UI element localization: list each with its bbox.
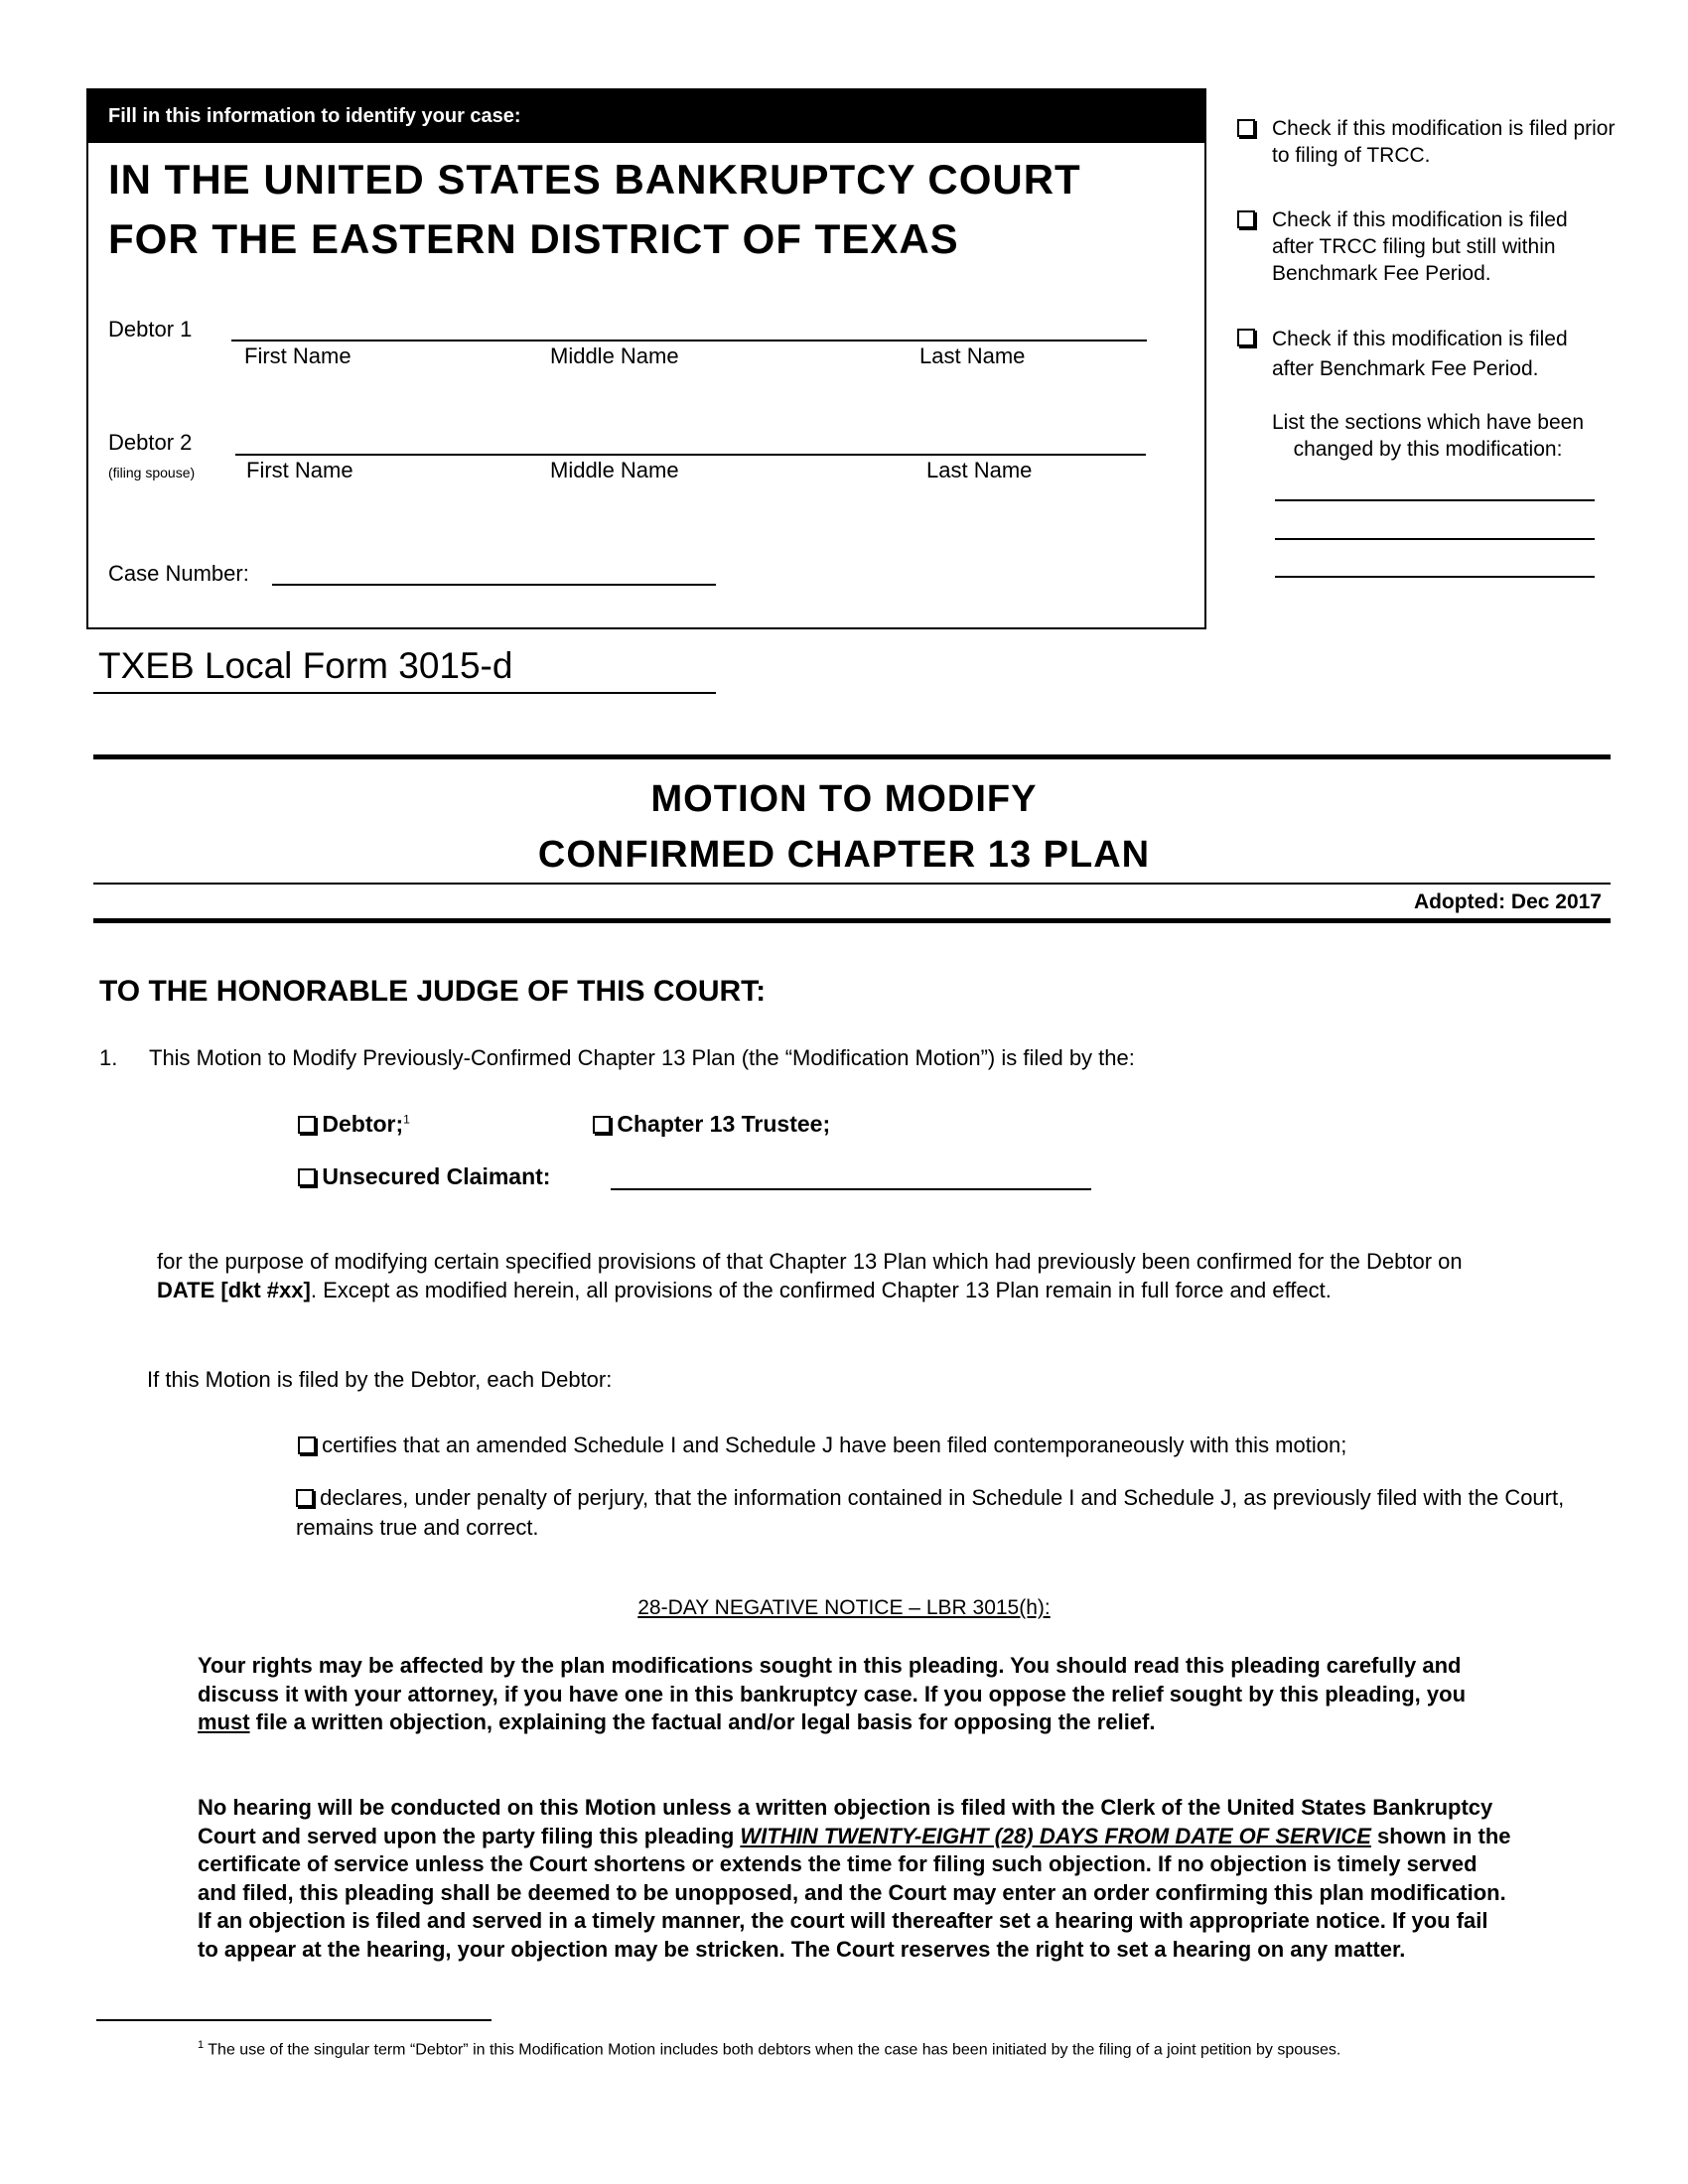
purpose-part2: . Except as modified herein, all provisions of the confirmed Chapter 13 Plan remain in full force and effect. bbox=[310, 1278, 1332, 1302]
case-box-header: Fill in this information to identify your case: bbox=[88, 90, 1204, 143]
court-name-line2: FOR THE EASTERN DISTRICT OF TEXAS bbox=[108, 215, 959, 262]
notice-p1-part1: Your rights may be affected by the plan modifications sought in this pleading. You should read this pleading carefully and discuss it with your attorney, if you have one in this bankruptcy case. If you oppose the relief sought by this pleading, you bbox=[198, 1653, 1467, 1706]
adopted-rule bbox=[93, 918, 1611, 923]
check-after-benchmark-label: Check if this modification is filed after Benchmark Fee Period. bbox=[1272, 328, 1568, 380]
checkbox-after-benchmark[interactable] bbox=[1237, 329, 1255, 346]
debtor2-first-name-label: First Name bbox=[246, 458, 353, 482]
sections-line-1[interactable] bbox=[1275, 499, 1595, 501]
debtor2-middle-name-label: Middle Name bbox=[550, 458, 679, 482]
notice-p1-part2: file a written objection, explaining the factual and/or legal basis for opposing the relief. bbox=[249, 1709, 1156, 1734]
checkbox-within-benchmark[interactable] bbox=[1237, 210, 1255, 228]
filer-claimant-option[interactable] bbox=[298, 1163, 550, 1190]
form-id: TXEB Local Form 3015-d bbox=[98, 645, 513, 686]
checkbox-trustee[interactable] bbox=[593, 1116, 611, 1134]
case-info-box bbox=[86, 88, 1206, 629]
footnote bbox=[198, 2035, 1608, 2060]
declares-option[interactable] bbox=[296, 1483, 1597, 1543]
notice-paragraph-2 bbox=[198, 1794, 1513, 1964]
para1-number: 1. bbox=[99, 1045, 118, 1070]
purpose-part1: for the purpose of modifying certain specified provisions of that Chapter 13 Plan which had previously been confirmed for the Debtor on bbox=[157, 1249, 1463, 1274]
footnote-separator bbox=[96, 2019, 492, 2021]
check-after-benchmark[interactable] bbox=[1237, 325, 1634, 384]
checkbox-declares[interactable] bbox=[296, 1489, 314, 1507]
form-id-underline bbox=[93, 692, 716, 694]
filer-debtor-footnote-mark: 1 bbox=[403, 1112, 410, 1127]
notice-p2-part2: shown in the certificate of service unless the Court shortens or extends the time for filing such objection. If no objection is timely served and filed, this pleading shall be deemed to be unopposed, and the Court may enter an order confirming this plan modification. If an objection is filed and served in a timely manner, the court will thereafter set a hearing with appropriate notice. If you fail to appear at the hearing, your objection may be stricken. The Court reserves the right to set a hearing on any matter. bbox=[198, 1823, 1511, 1962]
purpose-paragraph bbox=[157, 1247, 1512, 1304]
debtor1-label: Debtor 1 bbox=[108, 317, 193, 341]
debtor2-label: Debtor 2 bbox=[108, 430, 193, 455]
notice-p2-deadline: WITHIN TWENTY-EIGHT (28) DAYS FROM DATE OF SERVICE bbox=[740, 1823, 1371, 1848]
case-number-label: Case Number: bbox=[108, 561, 249, 586]
title-top-rule bbox=[93, 754, 1611, 759]
check-within-benchmark[interactable] bbox=[1237, 206, 1634, 287]
title-line2: CONFIRMED CHAPTER 13 PLAN bbox=[537, 834, 1151, 876]
if-debtor-text: If this Motion is filed by the Debtor, each Debtor: bbox=[147, 1367, 613, 1392]
debtor1-last-name-label: Last Name bbox=[919, 343, 1026, 368]
sections-line-3[interactable] bbox=[1275, 576, 1595, 578]
debtor1-middle-name-label: Middle Name bbox=[550, 343, 679, 368]
case-number-field[interactable] bbox=[272, 584, 716, 586]
filer-trustee-label: Chapter 13 Trustee; bbox=[617, 1111, 831, 1137]
debtor1-first-name-label: First Name bbox=[244, 343, 352, 368]
checkbox-debtor[interactable] bbox=[298, 1116, 316, 1134]
debtor2-field[interactable] bbox=[235, 454, 1146, 456]
filer-debtor-option[interactable] bbox=[298, 1111, 410, 1138]
title-bottom-rule bbox=[93, 883, 1611, 885]
check-within-benchmark-label: Check if this modification is filed after TRCC filing but still within Benchmark Fee Period. bbox=[1272, 208, 1568, 285]
check-prior-trcc-label: Check if this modification is filed prior to filing of TRCC. bbox=[1272, 117, 1616, 167]
checkbox-claimant[interactable] bbox=[298, 1168, 316, 1186]
check-prior-trcc[interactable] bbox=[1237, 115, 1634, 169]
purpose-date-ref: DATE [dkt #xx] bbox=[157, 1278, 311, 1302]
claimant-name-field[interactable] bbox=[611, 1188, 1091, 1190]
sections-line-2[interactable] bbox=[1275, 538, 1595, 540]
debtor2-last-name-label: Last Name bbox=[926, 458, 1033, 482]
court-name-line1: IN THE UNITED STATES BANKRUPTCY COURT bbox=[108, 156, 1081, 203]
sections-changed-label: List the sections which have been changed by this modification: bbox=[1271, 411, 1585, 461]
title-line1: MOTION TO MODIFY bbox=[650, 778, 1038, 820]
footnote-text: The use of the singular term “Debtor” in this Modification Motion includes both debtors when the case has been initiated by the filing of a joint petition by spouses. bbox=[208, 2041, 1341, 2059]
certifies-option[interactable] bbox=[298, 1431, 1599, 1459]
filer-debtor-label: Debtor; bbox=[322, 1111, 404, 1137]
certifies-text: certifies that an amended Schedule I and Schedule J have been filed contemporaneously with this motion; bbox=[322, 1433, 1347, 1457]
adopted-date: Adopted: Dec 2017 bbox=[1413, 890, 1602, 913]
notice-paragraph-1 bbox=[198, 1652, 1513, 1737]
notice-heading: 28-DAY NEGATIVE NOTICE – LBR 3015(h): bbox=[637, 1596, 1051, 1619]
filer-trustee-option[interactable] bbox=[593, 1111, 830, 1138]
declares-text: declares, under penalty of perjury, that the information contained in Schedule I and Schedule J, as previously filed with the Court, remains true and correct. bbox=[296, 1485, 1565, 1540]
notice-p1-must: must bbox=[198, 1709, 250, 1734]
para1-text: This Motion to Modify Previously-Confirmed Chapter 13 Plan (the “Modification Motion”) is filed by the: bbox=[149, 1045, 1135, 1070]
checkbox-certifies[interactable] bbox=[298, 1436, 316, 1454]
notice-p2-part1: No hearing will be conducted on this Motion unless a written objection is filed with the Clerk of the United States Bankruptcy Court and served upon the party filing this pleading bbox=[198, 1795, 1493, 1848]
debtor1-field[interactable] bbox=[231, 340, 1147, 341]
footnote-mark: 1 bbox=[198, 2039, 205, 2051]
debtor2-note: (filing spouse) bbox=[108, 465, 196, 480]
checkbox-prior-trcc[interactable] bbox=[1237, 119, 1255, 137]
filer-claimant-label: Unsecured Claimant: bbox=[322, 1163, 551, 1189]
salutation: TO THE HONORABLE JUDGE OF THIS COURT: bbox=[99, 975, 767, 1008]
